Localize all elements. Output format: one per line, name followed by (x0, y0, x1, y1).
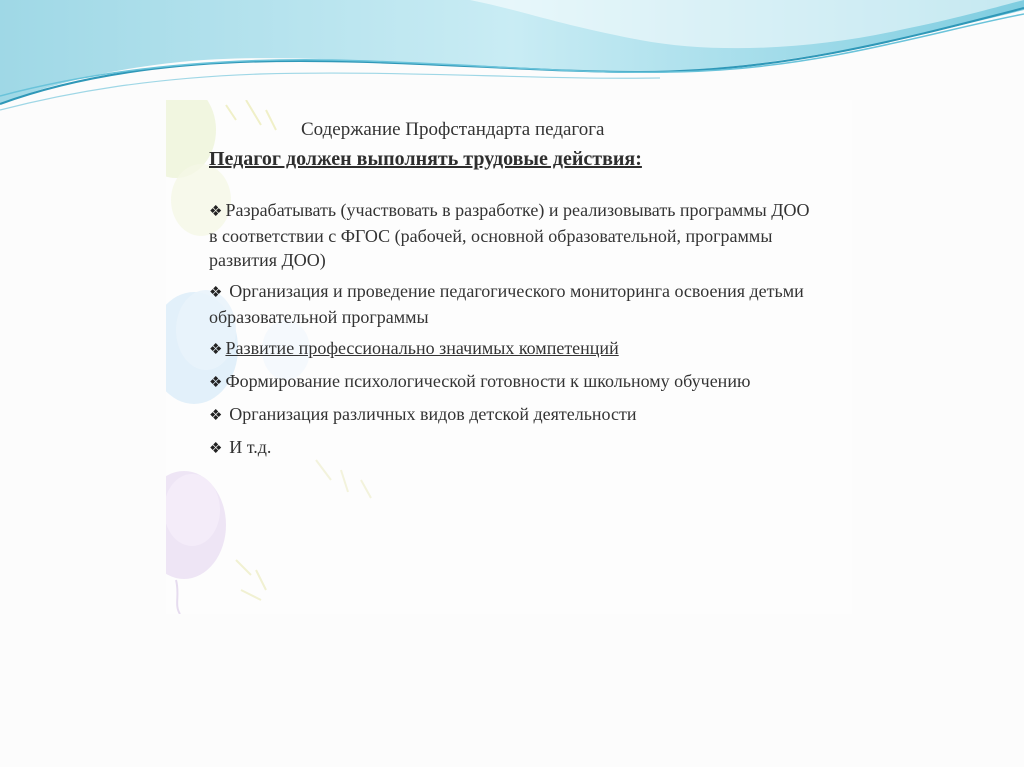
diamond-bullet-icon: ❖ (209, 204, 223, 220)
list-item (209, 402, 819, 428)
bullet-list (209, 198, 819, 461)
slide-subtitle: Педагог должен выполнять трудовые действия: (209, 148, 642, 170)
diamond-bullet-icon: ❖ (209, 408, 227, 424)
diamond-bullet-icon: ❖ (209, 441, 227, 457)
slide-title: Содержание Профстандарта педагога (301, 119, 605, 140)
list-item (209, 435, 819, 461)
diamond-bullet-icon: ❖ (209, 375, 223, 391)
list-item-text: Разрабатывать (участвовать в разработке) и реализовывать программы ДОО в соответствии с ФГОС (рабочей, основной образовательной, программы развития ДОО) (209, 200, 810, 270)
list-item-text: Организация различных видов детской деятельности (229, 404, 637, 424)
list-item (209, 369, 819, 395)
list-item-text: И т.д. (229, 437, 272, 457)
slide-image (166, 100, 852, 614)
list-item (209, 279, 819, 329)
list-item-text: Развитие профессионально значимых компетенций (225, 338, 619, 358)
list-item (209, 336, 819, 362)
diamond-bullet-icon: ❖ (209, 342, 223, 358)
list-item (209, 198, 819, 272)
list-item-text: Формирование психологической готовности к школьному обучению (225, 371, 751, 391)
slide-content (209, 118, 819, 468)
diamond-bullet-icon: ❖ (209, 285, 227, 301)
list-item-text: Организация и проведение педагогического мониторинга освоения детьми образовательной программы (209, 281, 804, 327)
